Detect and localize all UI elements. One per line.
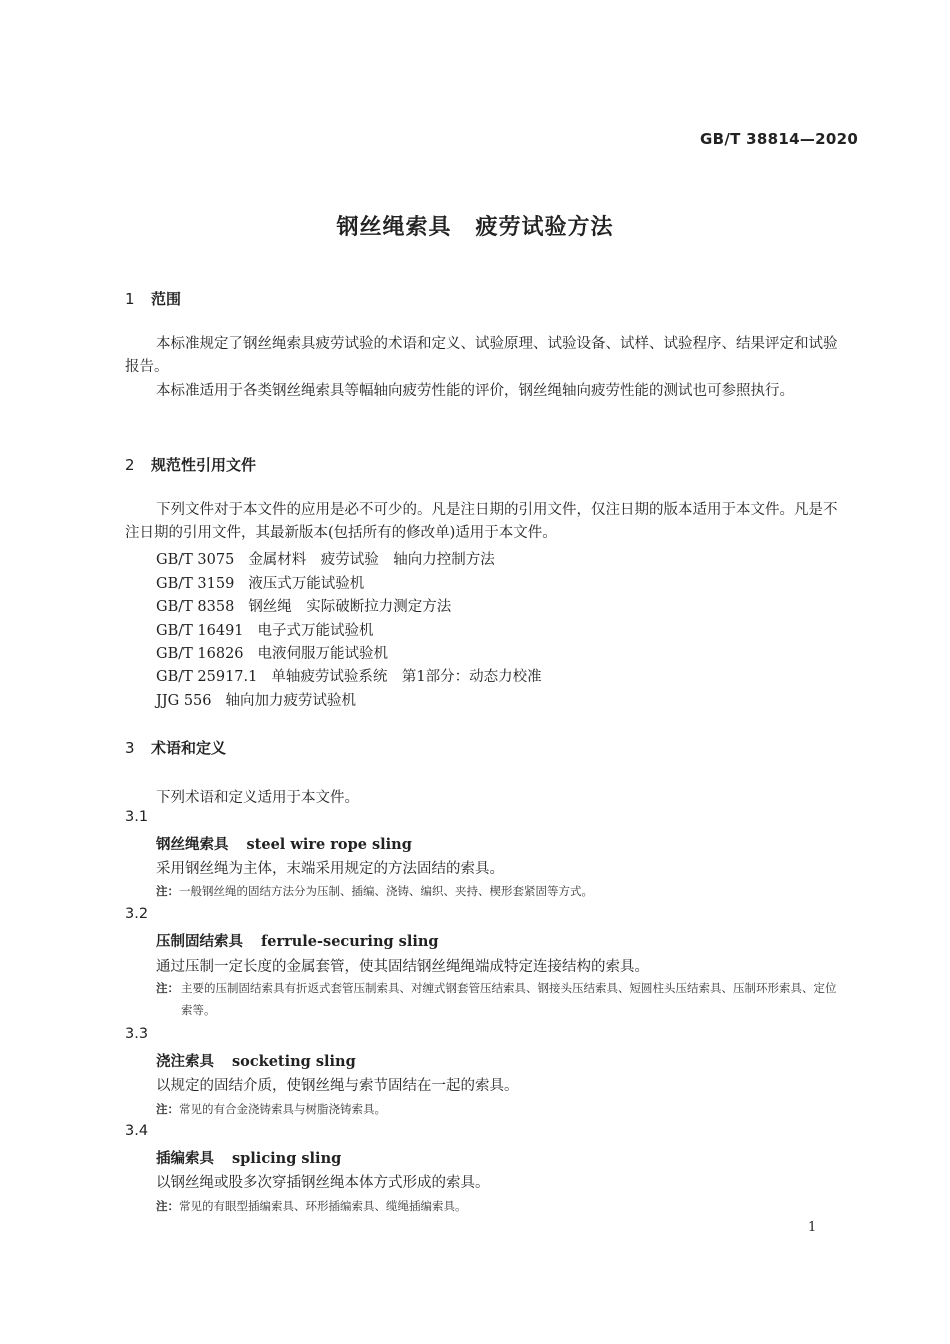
term-number: 3.1 [125,809,149,825]
reference-item: GB/T 8358 钢丝绳 实际破断拉力测定方法 [156,599,452,615]
term-note: 注： 主要的压制固结索具有折返式套管压制索具、对缠式钢套管压结索具、钢接头压结索具、短圆柱头压结索具、压制环形索具、定位索等。 [156,981,837,1017]
section-2-heading: 2 规范性引用文件 [125,456,257,474]
term-note: 注：常见的有合金浇铸索具与树脂浇铸索具。 [156,1102,386,1116]
term-number: 3.2 [125,906,149,922]
term-definition: 采用钢丝绳为主体，末端采用规定的方法固结的索具。 [156,861,504,877]
term-heading: 浇注索具 socketing sling [156,1053,356,1070]
document-title [0,210,950,241]
reference-item: GB/T 3075 金属材料 疲劳试验 轴向力控制方法 [156,552,495,568]
terms-intro: 下列术语和定义适用于本文件。 [156,790,359,806]
title-part1: 钢丝绳索具 [336,215,452,240]
page-number: 1 [808,1220,817,1235]
section-1-heading: 1 范围 [125,290,182,308]
term-number: 3.4 [125,1123,149,1139]
scope-paragraph-2: 本标准适用于各类钢丝绳索具等幅轴向疲劳性能的评价，钢丝绳轴向疲劳性能的测试也可参照执行。 [156,383,794,399]
term-definition: 以规定的固结介质，使钢丝绳与索节固结在一起的索具。 [156,1078,519,1094]
term-heading: 钢丝绳索具 steel wire rope sling [156,836,412,853]
standard-number: GB/T 38814—2020 [700,130,859,148]
reference-item: GB/T 16491 电子式万能试验机 [156,623,374,639]
reference-item: JJG 556 轴向加力疲劳试验机 [156,693,356,709]
scope-paragraph-1: 本标准规定了钢丝绳索具疲劳试验的术语和定义、试验原理、试验设备、试样、试验程序、结果评定和试验报告。 [125,336,838,375]
term-heading: 压制固结索具 ferrule-securing sling [156,933,439,950]
title-part2: 疲劳试验方法 [475,215,614,240]
term-number: 3.3 [125,1026,149,1042]
reference-item: GB/T 3159 液压式万能试验机 [156,576,365,592]
normative-intro: 下列文件对于本文件的应用是必不可少的。凡是注日期的引用文件，仅注日期的版本适用于本文件。凡是不注日期的引用文件，其最新版本(包括所有的修改单)适用于本文件。 [125,502,838,541]
section-3-heading: 3 术语和定义 [125,739,227,757]
term-definition: 以钢丝绳或股多次穿插钢丝绳本体方式形成的索具。 [156,1175,490,1191]
term-note: 注：一般钢丝绳的固结方法分为压制、插编、浇铸、编织、夹持、楔形套紧固等方式。 [156,884,593,898]
term-heading: 插编索具 splicing sling [156,1150,342,1167]
reference-item: GB/T 16826 电液伺服万能试验机 [156,646,389,662]
term-note: 注：常见的有眼型插编索具、环形插编索具、缆绳插编索具。 [156,1199,467,1213]
term-definition: 通过压制一定长度的金属套管，使其固结钢丝绳绳端成特定连接结构的索具。 [156,959,649,975]
reference-item: GB/T 25917.1 单轴疲劳试验系统 第1部分：动态力校准 [156,669,542,685]
